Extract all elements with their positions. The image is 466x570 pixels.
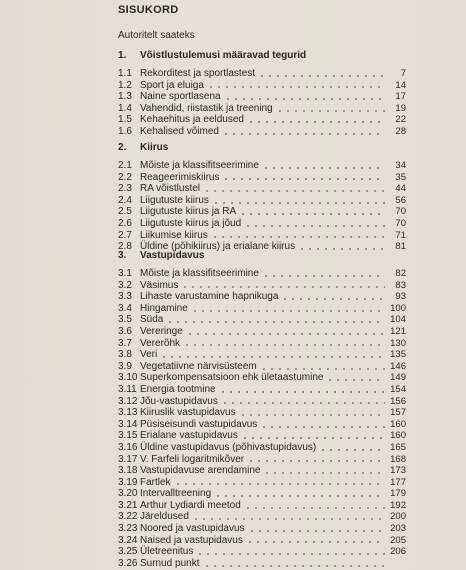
entry-title: V. Farfeli logaritmikõver (140, 453, 245, 465)
dot-leader (211, 232, 385, 238)
entry-page-number: 14 (395, 79, 406, 91)
entry-page-number: 146 (390, 360, 406, 372)
entry-page-number: 130 (390, 337, 406, 349)
toc-entry (118, 500, 406, 512)
toc-entry (118, 326, 406, 338)
entry-title: Vererõhk (140, 337, 181, 349)
entry-page-number: 82 (395, 268, 406, 279)
entry-title: Rekorditest ja sportlastest (140, 68, 256, 79)
toc-entry (118, 218, 406, 230)
entry-title: Liigutuste kiirus ja jõud (140, 217, 242, 229)
entry-title: Naine sportlasena (140, 91, 221, 103)
entry-page-number: 177 (390, 476, 406, 488)
entry-page-number: 121 (390, 325, 406, 337)
entry-title: Vereringe (140, 325, 183, 337)
toc-entry (118, 407, 406, 419)
entry-number: 1.1 (118, 68, 132, 79)
dot-leader (219, 387, 385, 393)
toc-entry (118, 361, 406, 373)
toc-entry (118, 349, 406, 361)
toc-entry (118, 454, 406, 466)
toc-entry (118, 314, 406, 326)
entry-title: Mõiste ja klassifitseerimine (140, 268, 259, 279)
entry-page-number: 81 (395, 241, 406, 253)
entry-page-number: 71 (395, 229, 406, 241)
dot-leader (222, 129, 385, 135)
entry-page-number: 156 (390, 395, 406, 407)
toc-entry (118, 126, 406, 138)
entry-page-number: 56 (395, 194, 406, 206)
section-name: Võistlustulemusi määravad tegurid (140, 49, 307, 61)
entry-page-number: 34 (395, 160, 406, 171)
section-name: Vastupidavus (140, 249, 205, 261)
entry-title: Lihaste varustamine hapnikuga (140, 291, 279, 303)
entry-number: 3.8 (118, 349, 132, 361)
entry-page-number: 206 (390, 546, 406, 558)
toc-entry (118, 172, 406, 184)
section-title (118, 140, 406, 154)
entry-page-number: 173 (390, 465, 406, 477)
entry-number: 3.25 (118, 546, 138, 558)
dot-leader (260, 364, 385, 370)
section-number: 1. (118, 49, 127, 61)
toc-entry (118, 396, 406, 408)
entry-number: 2.7 (118, 229, 132, 241)
entry-page-number: 83 (395, 279, 406, 291)
entry-page-number: 154 (390, 383, 406, 395)
entry-title: Vegetatiivne närvisüsteem (140, 360, 257, 372)
entry-number: 2.2 (118, 171, 132, 183)
toc-entry (118, 558, 406, 570)
entry-title: Kiiruslik vastupidavus (140, 407, 236, 419)
entry-page-number: 22 (395, 114, 406, 126)
entry-number: 2.6 (118, 217, 132, 229)
entry-number: 2.1 (118, 160, 132, 171)
dot-leader (221, 398, 385, 404)
toc-entry (118, 280, 406, 292)
entry-number: 3.23 (118, 523, 138, 535)
entry-title: Kehaehitus ja eeldused (140, 114, 244, 126)
entry-title: Naised ja vastupidavus (140, 534, 243, 546)
entry-number: 3.13 (118, 407, 138, 419)
toc-entry (118, 419, 406, 431)
section-name: Kiirus (140, 141, 169, 153)
entry-number: 3.10 (118, 372, 138, 384)
dot-leader (244, 221, 385, 227)
entry-page-number: 35 (395, 171, 406, 183)
toc-entry (118, 206, 406, 218)
entry-title: Liigutuste kiirus (140, 194, 209, 206)
dot-leader (224, 94, 385, 100)
toc-entry (118, 372, 406, 384)
entry-page-number: 192 (390, 499, 406, 511)
entry-number: 3.17 (118, 453, 138, 465)
toc-entry (118, 523, 406, 535)
entry-title: Püsiseisundi vastupidavus (140, 418, 258, 430)
dot-leader (183, 340, 385, 346)
entry-number: 3.26 (118, 557, 138, 569)
dot-leader (192, 514, 385, 520)
entry-page-number: 205 (390, 534, 406, 546)
dot-leader (160, 352, 385, 358)
entry-page-number: 160 (390, 430, 406, 442)
dot-leader (244, 503, 385, 509)
section-rows (118, 268, 406, 569)
toc-entry (118, 68, 406, 80)
dot-leader (258, 71, 385, 77)
entry-number: 3.16 (118, 441, 138, 453)
toc-entry (118, 80, 406, 92)
dot-leader (203, 561, 386, 567)
entry-page-number: 70 (395, 206, 406, 218)
dot-leader (276, 106, 385, 112)
entry-number: 3.12 (118, 395, 138, 407)
entry-number: 3.1 (118, 268, 132, 279)
entry-title: Üldine (põhikiirus) ja erialane kiirus (140, 241, 296, 253)
entry-title: Liigutuste kiirus ja RA (140, 206, 237, 218)
toc-entry (118, 511, 406, 523)
toc-entry (118, 195, 406, 207)
entry-title: Süda (140, 314, 164, 326)
entry-page-number: 100 (390, 302, 406, 314)
dot-leader (181, 282, 385, 288)
entry-page-number: 104 (390, 314, 406, 326)
toc-header: SISUKORD (118, 4, 179, 16)
dot-leader (212, 198, 385, 204)
entry-title: Liikumise kiirus (140, 229, 208, 241)
entry-title: Erialane vastupidavus (140, 430, 238, 442)
dot-leader (214, 491, 385, 497)
dot-leader (262, 163, 385, 169)
section-number: 2. (118, 141, 127, 153)
entry-number: 1.3 (118, 91, 132, 103)
entry-number: 3.21 (118, 499, 138, 511)
toc-entry (118, 268, 406, 280)
dot-leader (174, 479, 385, 485)
preface-entry: Autoritelt saateks (118, 30, 195, 41)
toc-entry (118, 160, 406, 172)
dot-leader (203, 186, 385, 192)
entry-number: 3.14 (118, 418, 138, 430)
toc-entry (118, 291, 406, 303)
toc-entry (118, 338, 406, 350)
toc-entry (118, 442, 406, 454)
toc-entry (118, 114, 406, 126)
entry-number: 1.6 (118, 125, 132, 137)
entry-number: 2.5 (118, 206, 132, 218)
entry-title: Järeldused (140, 511, 189, 523)
entry-number: 3.4 (118, 302, 132, 314)
dot-leader (241, 433, 385, 439)
entry-title: Üldine vastupidavus (põhivastupidavus) (140, 441, 317, 453)
entry-page-number: 70 (395, 217, 406, 229)
entry-number: 3.5 (118, 314, 132, 326)
entry-number: 3.24 (118, 534, 138, 546)
dot-leader (281, 294, 385, 300)
entry-number: 1.2 (118, 79, 132, 91)
entry-title: Fartlek (140, 476, 171, 488)
entry-number: 3.15 (118, 430, 138, 442)
dot-leader (239, 410, 385, 416)
entry-title: Reageerimiskiirus (140, 171, 220, 183)
dot-leader (239, 209, 385, 215)
entry-title: Jõu-vastupidavus (140, 395, 218, 407)
entry-page-number: 135 (390, 349, 406, 361)
entry-number: 1.5 (118, 114, 132, 126)
section-number: 3. (118, 249, 127, 261)
dot-leader (186, 329, 385, 335)
section-rows (118, 68, 406, 138)
entry-title: Mõiste ja klassifitseerimine (140, 160, 259, 171)
dot-leader (260, 422, 385, 428)
entry-title: RA võistlustel (140, 183, 201, 195)
entry-number: 3.7 (118, 337, 132, 349)
dot-leader (222, 174, 385, 180)
section-3 (118, 248, 406, 569)
dot-leader (263, 468, 385, 474)
toc-entry (118, 535, 406, 547)
entry-page-number: 165 (390, 441, 406, 453)
toc-entry (118, 183, 406, 195)
entry-number: 2.8 (118, 241, 132, 253)
section-1 (118, 48, 406, 138)
entry-number: 3.18 (118, 465, 138, 477)
entry-number: 1.4 (118, 102, 132, 114)
dot-leader (166, 317, 385, 323)
entry-number: 3.2 (118, 279, 132, 291)
toc-entry (118, 91, 406, 103)
entry-page-number: 200 (390, 511, 406, 523)
toc-entry (118, 465, 406, 477)
dot-leader (191, 306, 385, 312)
entry-title: Väsimus (140, 279, 179, 291)
section-rows (118, 160, 406, 253)
dot-leader (247, 456, 385, 462)
toc-entry (118, 430, 406, 442)
entry-page-number: 179 (390, 488, 406, 500)
toc-entry (118, 546, 406, 558)
entry-title: Ületreenitus (140, 546, 194, 558)
dot-leader (248, 526, 385, 532)
entry-page-number: 149 (390, 372, 406, 384)
toc-entry (118, 230, 406, 242)
entry-page-number: 157 (390, 407, 406, 419)
entry-title: Sport ja eluiga (140, 79, 204, 91)
entry-title: Kehalised võimed (140, 125, 219, 137)
section-title (118, 248, 406, 262)
entry-page-number: 17 (395, 91, 406, 103)
entry-page-number: 203 (390, 523, 406, 535)
dot-leader (319, 445, 385, 451)
toc-entry (118, 103, 406, 115)
entry-page-number: 19 (395, 102, 406, 114)
entry-number: 3.11 (118, 383, 137, 395)
entry-title: Veri (140, 349, 158, 361)
section-title (118, 48, 406, 62)
section-2 (118, 140, 406, 253)
entry-title: Surnud punkt (140, 557, 200, 569)
entry-title: Noored ja vastupidavus (140, 523, 245, 535)
entry-page-number: 44 (395, 183, 406, 195)
entry-page-number: 93 (395, 291, 406, 303)
dot-leader (246, 537, 385, 543)
entry-title: Hingamine (140, 302, 188, 314)
entry-page-number: 160 (390, 418, 406, 430)
entry-page-number: 28 (395, 125, 406, 137)
toc-entry (118, 477, 406, 489)
entry-number: 3.19 (118, 476, 138, 488)
entry-number: 3.9 (118, 360, 132, 372)
entry-number: 3.20 (118, 488, 138, 500)
dot-leader (247, 117, 385, 123)
entry-title: Vahendid, riistastik ja treening (140, 102, 273, 114)
entry-number: 3.3 (118, 291, 132, 303)
entry-number: 2.3 (118, 183, 132, 195)
entry-title: Vastupidavuse arendamine (140, 465, 261, 477)
entry-title: Superkompensatsioon ehk ületaastumine (140, 372, 324, 384)
dot-leader (196, 549, 385, 555)
entry-number: 3.6 (118, 325, 132, 337)
entry-number: 3.22 (118, 511, 138, 523)
toc-entry (118, 303, 406, 315)
entry-page-number: 168 (390, 453, 406, 465)
dot-leader (262, 271, 385, 277)
entry-title: Energia tootmine (140, 383, 216, 395)
entry-page-number: 7 (400, 68, 406, 79)
entry-title: Arthur Lydiardi meetod (140, 499, 241, 511)
toc-entry (118, 488, 406, 500)
toc-entry (118, 384, 406, 396)
dot-leader (207, 82, 385, 88)
dot-leader (326, 375, 385, 381)
entry-number: 2.4 (118, 194, 132, 206)
entry-title: Intervalltreening (140, 488, 212, 500)
